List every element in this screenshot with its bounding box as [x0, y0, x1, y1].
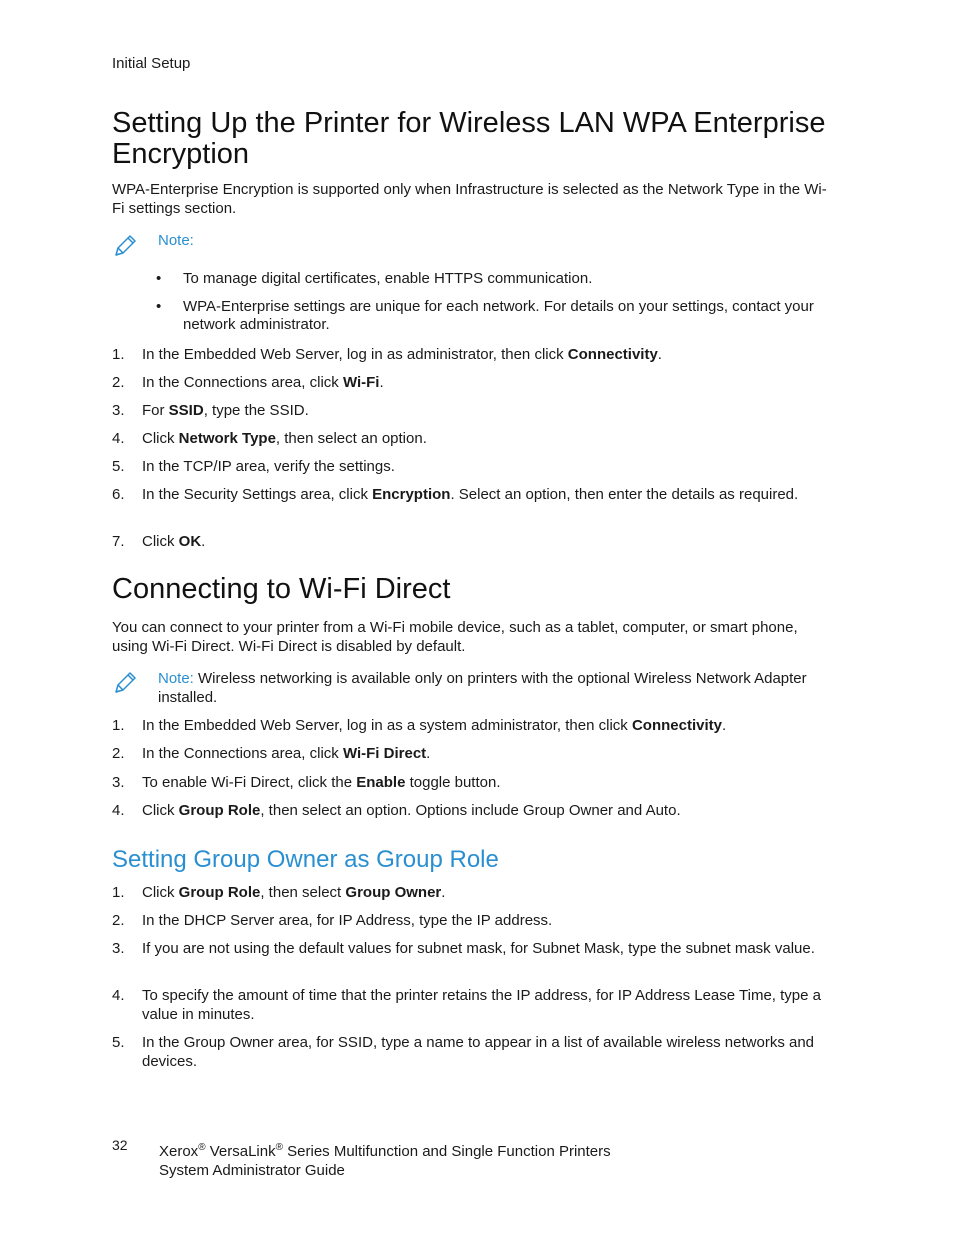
step-text: In the TCP/IP area, verify the settings.: [142, 458, 395, 475]
step-number: 7.: [112, 533, 125, 550]
step-item: [112, 986, 837, 1024]
footer-subtitle: System Administrator Guide: [159, 1162, 345, 1179]
step-number: 3.: [112, 402, 125, 419]
step-text: In the Connections area, click Wi-Fi Direct.: [142, 745, 431, 762]
step-item: [112, 911, 837, 930]
step-number: 6.: [112, 486, 125, 503]
step-number: 5.: [112, 458, 125, 475]
footer-title: Xerox® VersaLink® Series Multifunction and Single Function Printers System Administrator Guide: [159, 1142, 611, 1179]
step-item: [112, 883, 837, 902]
step-number: 2.: [112, 745, 125, 762]
section-title-wpa-enterprise: Setting Up the Printer for Wireless LAN WPA Enterprise Encryption: [112, 107, 826, 170]
step-item: [112, 532, 837, 551]
list-item: [156, 298, 836, 334]
page-number: 32: [112, 1137, 128, 1153]
list-item: [156, 270, 836, 288]
step-item: [112, 429, 837, 448]
step-item: [112, 744, 837, 763]
pencil-icon: [112, 233, 138, 259]
step-text: In the Embedded Web Server, log in as a system administrator, then click Connectivity.: [142, 717, 727, 734]
step-text: In the Embedded Web Server, log in as administrator, then click Connectivity.: [142, 346, 662, 363]
step-number: 4.: [112, 802, 125, 819]
section-intro-wpa: WPA-Enterprise Encryption is supported only when Infrastructure is selected as the Network Type in the Wi-Fi settings section.: [112, 181, 827, 217]
step-text: Click Network Type, then select an option.: [142, 430, 427, 447]
step-number: 4.: [112, 987, 125, 1004]
bullet-dot: •: [156, 298, 162, 315]
bullet-dot: •: [156, 270, 162, 287]
step-text: To specify the amount of time that the printer retains the IP address, for IP Address Lease Time, type a value in minutes.: [142, 987, 821, 1023]
bullet-text: To manage digital certificates, enable HTTPS communication.: [183, 270, 593, 287]
step-item: [112, 716, 837, 735]
step-text: In the Security Settings area, click Encryption. Select an option, then enter the details as required.: [142, 486, 799, 503]
note-label: Note:: [158, 670, 194, 687]
note-text: Note: Wireless networking is available only on printers with the optional Wireless Network Adapter installed.: [158, 670, 807, 706]
step-text: To enable Wi-Fi Direct, click the Enable toggle button.: [142, 774, 501, 791]
step-item: [112, 801, 837, 820]
step-text: Click Group Role, then select Group Owner.: [142, 884, 446, 901]
step-text: In the Connections area, click Wi-Fi.: [142, 374, 384, 391]
step-item: [112, 401, 837, 420]
bullet-text: WPA-Enterprise settings are unique for each network. For details on your settings, contact your network administrator.: [183, 298, 814, 333]
step-number: 1.: [112, 884, 125, 901]
step-item: [112, 345, 837, 364]
step-item: [112, 939, 837, 958]
step-text: In the DHCP Server area, for IP Address, type the IP address.: [142, 912, 553, 929]
step-item: [112, 485, 837, 504]
step-number: 1.: [112, 346, 125, 363]
step-number: 3.: [112, 940, 125, 957]
step-number: 3.: [112, 774, 125, 791]
step-number: 4.: [112, 430, 125, 447]
section-intro-wifi-direct: You can connect to your printer from a Wi-Fi mobile device, such as a tablet, computer, or smart phone, using Wi-Fi Direct. Wi-Fi Direct is disabled by default.: [112, 619, 798, 655]
step-item: [112, 1033, 837, 1071]
step-number: 2.: [112, 912, 125, 929]
step-text: In the Group Owner area, for SSID, type a name to appear in a list of available wireless networks and devices.: [142, 1034, 815, 1070]
note-label: Note:: [158, 232, 194, 249]
section-title-wifi-direct: Connecting to Wi-Fi Direct: [112, 573, 451, 605]
step-text: Click Group Role, then select an option. Options include Group Owner and Auto.: [142, 802, 681, 819]
subsection-title-group-owner: Setting Group Owner as Group Role: [112, 846, 499, 873]
step-number: 5.: [112, 1034, 125, 1051]
step-item: [112, 373, 837, 392]
pencil-icon: [112, 670, 138, 696]
step-number: 2.: [112, 374, 125, 391]
step-text: For SSID, type the SSID.: [142, 402, 309, 419]
step-item: [112, 457, 837, 476]
step-text: Click OK.: [142, 533, 206, 550]
running-head: Initial Setup: [112, 55, 191, 72]
step-number: 1.: [112, 717, 125, 734]
step-item: [112, 773, 837, 792]
step-text: If you are not using the default values for subnet mask, for Subnet Mask, type the subnet mask value.: [142, 940, 815, 957]
